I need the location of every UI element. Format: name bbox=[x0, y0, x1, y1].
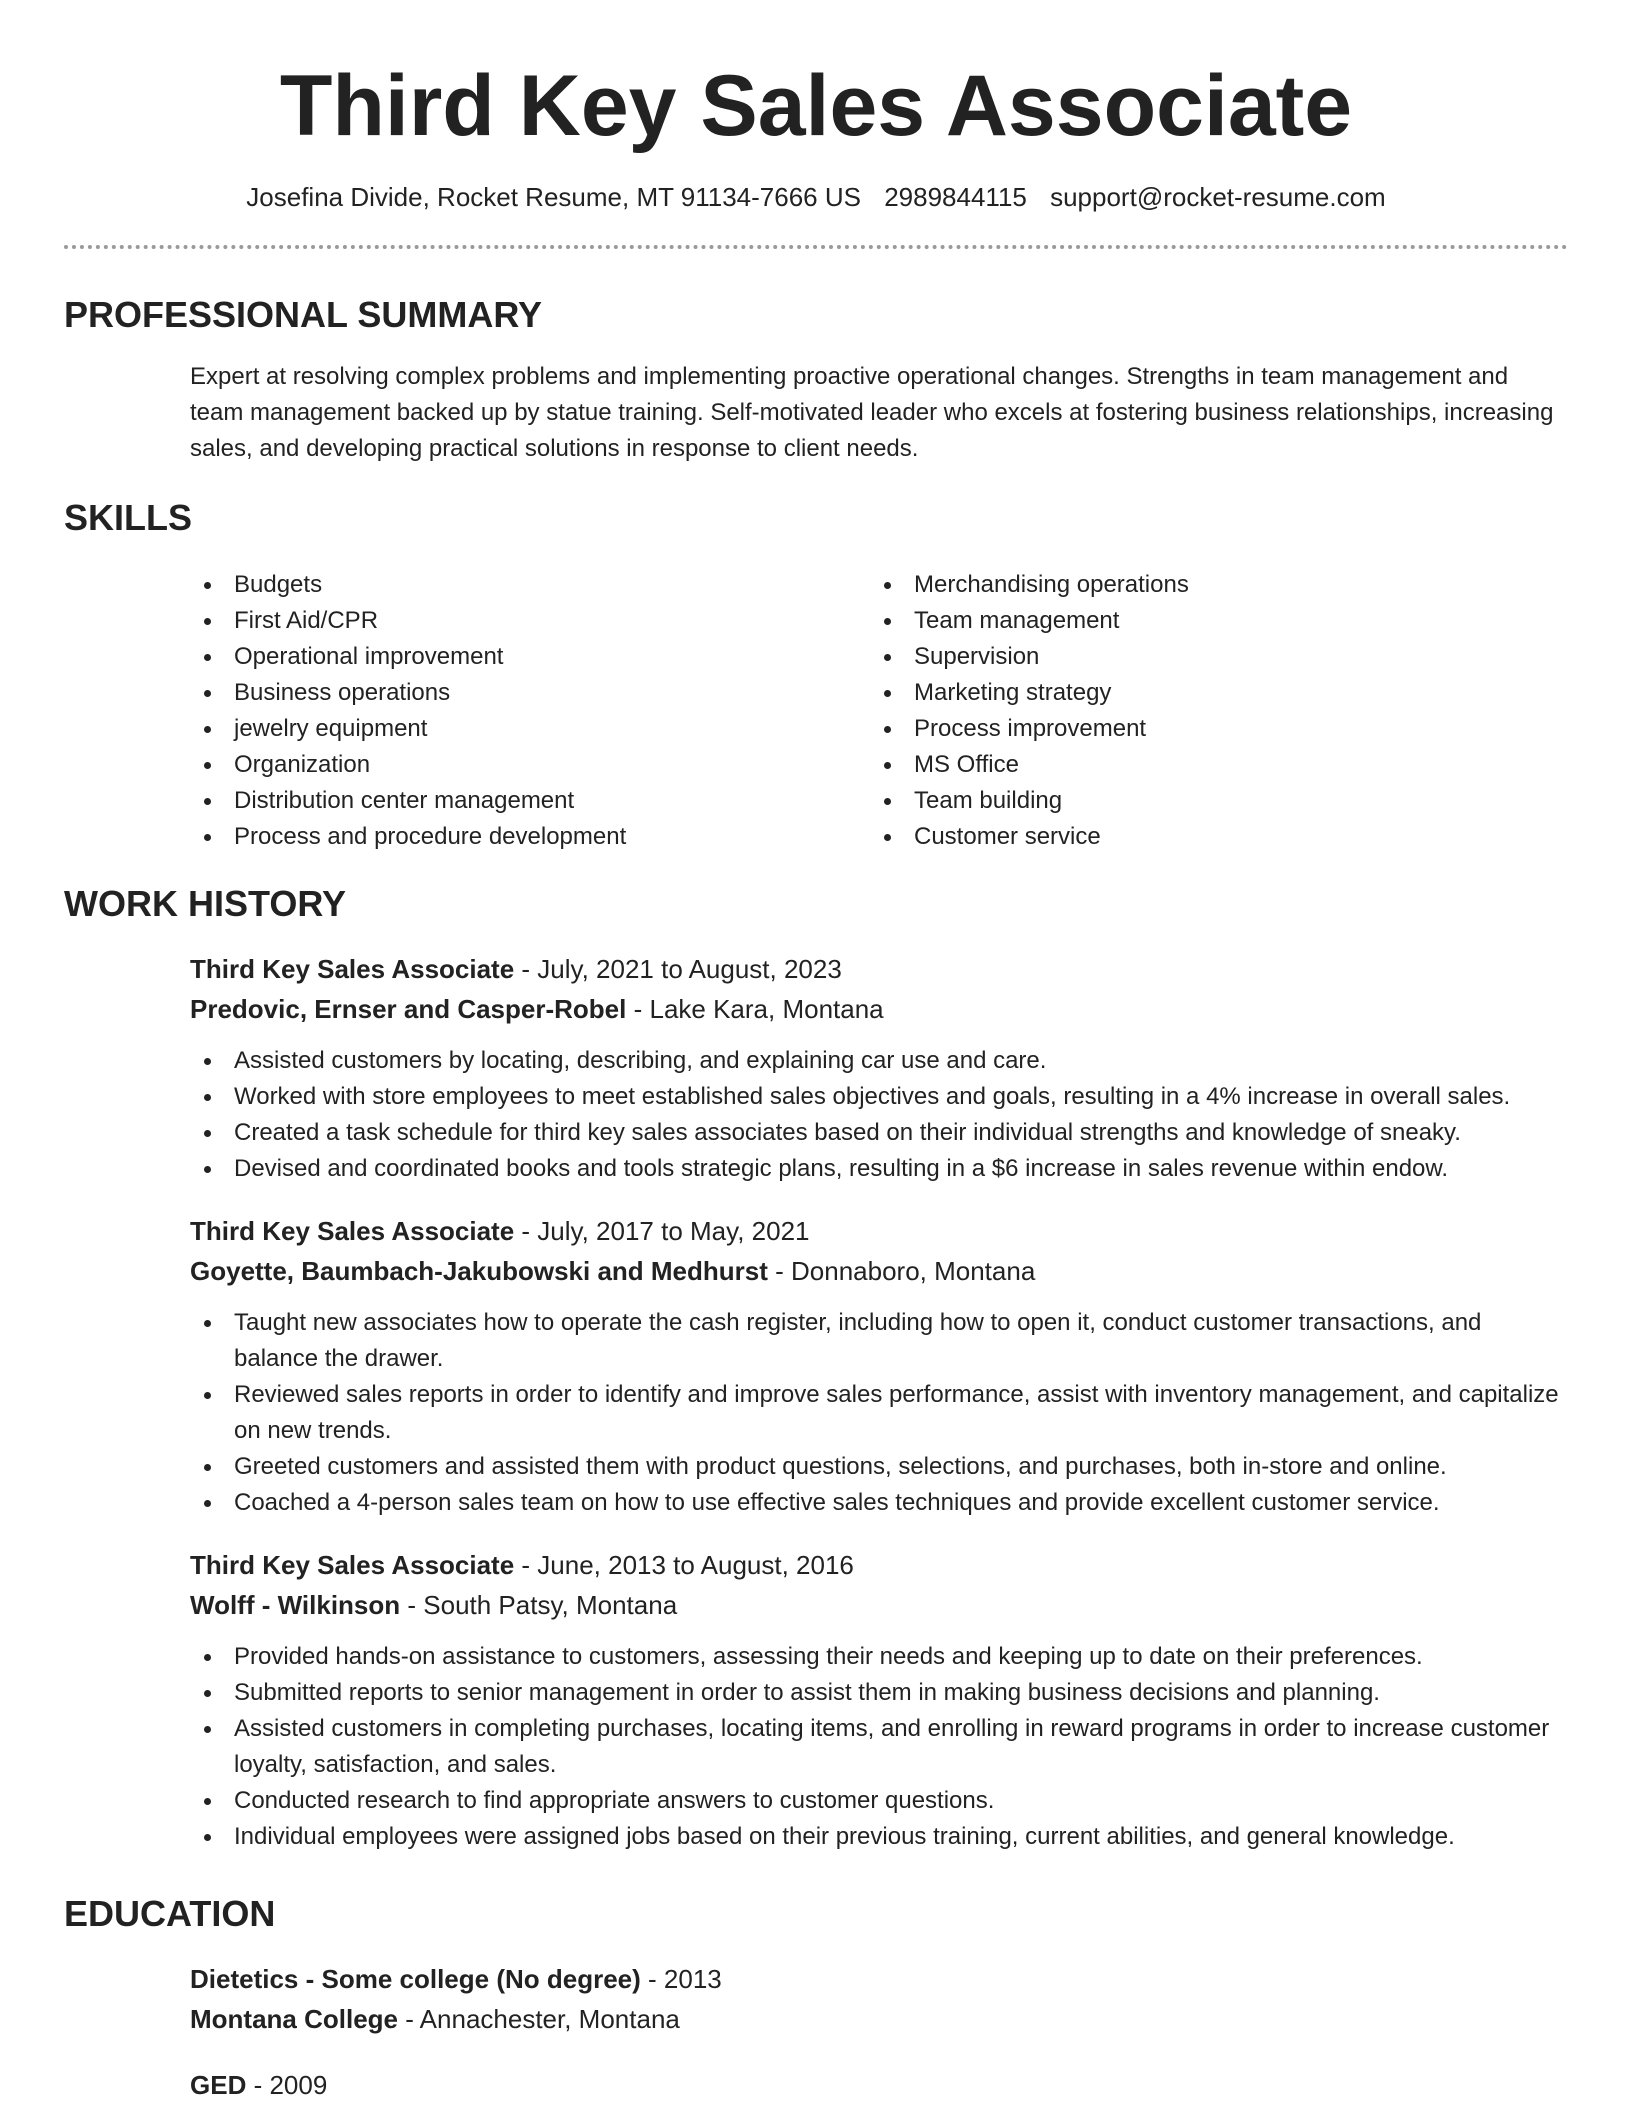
summary-text: Expert at resolving complex problems and implementing proactive operational changes. Strengths in team management and team management backed up by statue training. Self-motivated leader who excels at fostering business relationships, increasing sales, and developing practical solutions in response to client needs. bbox=[190, 363, 1554, 462]
job-title-line bbox=[190, 1211, 1568, 1251]
skill-item: Team building bbox=[870, 783, 1550, 819]
contact-address: Josefina Divide, Rocket Resume, MT 91134-7666 US bbox=[246, 182, 861, 212]
education-degree-line bbox=[190, 1959, 1568, 1999]
resume-title: Third Key Sales Associate bbox=[279, 58, 1353, 154]
skill-item: Organization bbox=[190, 747, 870, 783]
contact-line bbox=[64, 180, 1568, 214]
skills-heading: SKILLS bbox=[64, 497, 193, 538]
job-bullets bbox=[190, 1305, 1568, 1521]
job-bullet: Reviewed sales reports in order to identify and improve sales performance, assist with inventory management, and capitalize on new trends. bbox=[190, 1377, 1568, 1449]
job-bullets bbox=[190, 1639, 1568, 1855]
skill-item: jewelry equipment bbox=[190, 711, 870, 747]
skill-item: Process improvement bbox=[870, 711, 1550, 747]
skill-item: MS Office bbox=[870, 747, 1550, 783]
education-entry bbox=[190, 2065, 1568, 2105]
job-bullet: Devised and coordinated books and tools strategic plans, resulting in a $6 increase in sales revenue within endow. bbox=[190, 1151, 1568, 1187]
job-company: Goyette, Baumbach-Jakubowski and Medhurst bbox=[190, 1256, 768, 1286]
work-history-heading: WORK HISTORY bbox=[64, 883, 347, 924]
education-year: - 2009 bbox=[246, 2070, 328, 2100]
job-title: Third Key Sales Associate bbox=[190, 1216, 515, 1246]
job-entry bbox=[190, 949, 1568, 1187]
job-title-line bbox=[190, 949, 1568, 989]
job-dates: - June, 2013 to August, 2016 bbox=[514, 1550, 854, 1580]
contact-email: support@rocket-resume.com bbox=[1050, 182, 1386, 212]
education-heading: EDUCATION bbox=[64, 1893, 276, 1934]
header-divider bbox=[64, 245, 1568, 249]
job-title: Third Key Sales Associate bbox=[190, 954, 515, 984]
skill-item: Customer service bbox=[870, 819, 1550, 855]
job-title: Third Key Sales Associate bbox=[190, 1550, 515, 1580]
job-bullet: Greeted customers and assisted them with product questions, selections, and purchases, both in-store and online. bbox=[190, 1449, 1568, 1485]
job-company: Predovic, Ernser and Casper-Robel bbox=[190, 994, 627, 1024]
job-bullet: Worked with store employees to meet established sales objectives and goals, resulting in a 4% increase in overall sales. bbox=[190, 1079, 1568, 1115]
education-degree: GED bbox=[190, 2070, 247, 2100]
education-entry bbox=[190, 1959, 1568, 2039]
job-bullet: Assisted customers in completing purchases, locating items, and enrolling in reward programs in order to increase customer loyalty, satisfaction, and sales. bbox=[190, 1711, 1568, 1783]
job-company-line bbox=[190, 1251, 1568, 1291]
job-company-line bbox=[190, 1585, 1568, 1625]
skill-item: Merchandising operations bbox=[870, 567, 1550, 603]
job-bullet: Submitted reports to senior management in order to assist them in making business decisions and planning. bbox=[190, 1675, 1568, 1711]
education-degree-line bbox=[190, 2065, 1568, 2105]
skill-item: Team management bbox=[870, 603, 1550, 639]
summary-heading: PROFESSIONAL SUMMARY bbox=[64, 294, 543, 335]
skill-item: Business operations bbox=[190, 675, 870, 711]
job-location: - Lake Kara, Montana bbox=[626, 994, 884, 1024]
job-bullet: Individual employees were assigned jobs based on their previous training, current abilities, and general knowledge. bbox=[190, 1819, 1568, 1855]
skill-item: Supervision bbox=[870, 639, 1550, 675]
job-bullet: Coached a 4-person sales team on how to use effective sales techniques and provide excellent customer service. bbox=[190, 1485, 1568, 1521]
education-year: - 2013 bbox=[640, 1964, 722, 1994]
job-bullet: Assisted customers by locating, describing, and explaining car use and care. bbox=[190, 1043, 1568, 1079]
skill-item: Marketing strategy bbox=[870, 675, 1550, 711]
skills-list bbox=[190, 567, 1568, 855]
skill-item: Process and procedure development bbox=[190, 819, 870, 855]
skills-column-left bbox=[190, 567, 870, 855]
skill-item: First Aid/CPR bbox=[190, 603, 870, 639]
job-bullet: Taught new associates how to operate the cash register, including how to open it, conduct customer transactions, and balance the drawer. bbox=[190, 1305, 1568, 1377]
job-location: - Donnaboro, Montana bbox=[767, 1256, 1036, 1286]
job-title-line bbox=[190, 1545, 1568, 1585]
education-degree: Dietetics - Some college (No degree) bbox=[190, 1964, 641, 1994]
skill-item: Distribution center management bbox=[190, 783, 870, 819]
resume-page bbox=[64, 0, 1568, 2105]
job-dates: - July, 2021 to August, 2023 bbox=[514, 954, 842, 984]
skill-item: Operational improvement bbox=[190, 639, 870, 675]
job-entry bbox=[190, 1545, 1568, 1855]
job-entry bbox=[190, 1211, 1568, 1521]
job-bullet: Created a task schedule for third key sales associates based on their individual strengths and knowledge of sneaky. bbox=[190, 1115, 1568, 1151]
education-school-line bbox=[190, 1999, 1568, 2039]
contact-phone: 2989844115 bbox=[884, 182, 1027, 212]
education-location: - Annachester, Montana bbox=[398, 2004, 680, 2034]
job-location: - South Patsy, Montana bbox=[400, 1590, 678, 1620]
job-bullets bbox=[190, 1043, 1568, 1187]
job-company-line bbox=[190, 989, 1568, 1029]
skills-column-right bbox=[870, 567, 1550, 855]
job-bullet: Provided hands-on assistance to customers, assessing their needs and keeping up to date on their preferences. bbox=[190, 1639, 1568, 1675]
job-dates: - July, 2017 to May, 2021 bbox=[514, 1216, 810, 1246]
job-company: Wolff - Wilkinson bbox=[190, 1590, 401, 1620]
job-bullet: Conducted research to find appropriate answers to customer questions. bbox=[190, 1783, 1568, 1819]
skill-item: Budgets bbox=[190, 567, 870, 603]
education-school: Montana College bbox=[190, 2004, 399, 2034]
